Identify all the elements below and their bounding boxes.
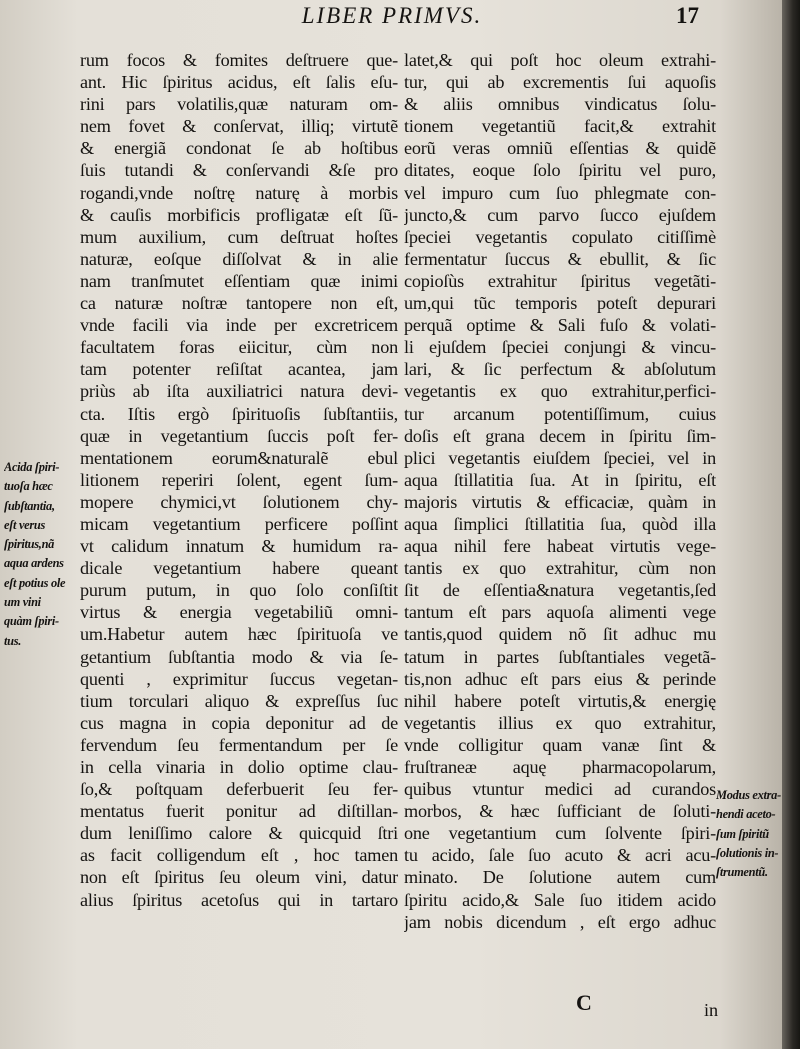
- signature-mark: C: [576, 990, 592, 1015]
- text-line: rogandi,vnde noſtrę naturę à morbis: [80, 182, 398, 203]
- margin-note-line: hendi aceto-: [716, 807, 776, 822]
- text-line: alius ſpiritus acetoſus qui in tartaro: [80, 889, 398, 910]
- text-line: quibus vtuntur medici ad curandos: [404, 779, 716, 800]
- text-line: tantis ex quo extrahitur, cùm non: [404, 558, 716, 579]
- text-line: um,qui tũc temporis poteſt depurari: [404, 293, 716, 314]
- margin-note-line: tuoſa hæc: [4, 479, 53, 494]
- book-gutter-shadow: [782, 0, 800, 1049]
- text-line: non eſt ſpiritus ſeu oleum vini, datur: [80, 867, 398, 888]
- text-line: naturæ, eoſque diſſolvat & in alie: [80, 248, 398, 269]
- text-line: virtus & energia vegetabiliũ omni-: [80, 602, 398, 623]
- margin-note-line: ſubſtantia,: [4, 498, 55, 513]
- text-line: vel impuro cum ſuo phlegmate con-: [404, 182, 716, 203]
- text-line: lari, & ſic perfectum & abſolutum: [404, 359, 716, 380]
- text-line: ſit de eſſentia&natura vegetantis,ſed: [404, 580, 716, 601]
- text-line: dicale vegetantium habere queant: [80, 558, 398, 579]
- text-line: mum auxilium, cum deſtruat hoſtes: [80, 226, 398, 247]
- text-line: morbos, & hæc ſufficiant de ſoluti-: [404, 801, 716, 822]
- text-line: & cauſis morbificis profligatæ eſt ſũ-: [80, 204, 398, 225]
- text-line: fervendum ſeu fermentandum per ſe: [80, 734, 398, 755]
- text-column-right: [404, 49, 716, 933]
- margin-note-line: ſolutionis in-: [716, 845, 779, 860]
- text-line: tatum in partes ſubſtantiales vegetã-: [404, 646, 716, 667]
- text-line: minato. De ſolutione autem cum: [404, 867, 716, 888]
- text-line: priùs ab iſta auxiliatrici natura devi-: [80, 381, 398, 402]
- text-line: tionem vegetantiũ facit,& extrahit: [404, 116, 716, 137]
- text-line: ant. Hic ſpiritus acidus, eſt ſalis eſu-: [80, 72, 398, 93]
- text-line: juncto,& cum parvo ſucco ejuſdem: [404, 204, 716, 225]
- text-line: vt calidum innatum & humidum ra-: [80, 536, 398, 557]
- margin-note-right: [716, 786, 788, 882]
- text-line: li ejuſdem ſpeciei conjungi & vincu-: [404, 337, 716, 358]
- text-line: tur, qui ab excrementis ſui aquoſis: [404, 72, 716, 93]
- text-line: quæ in vegetantium ſuccis poſt fer-: [80, 425, 398, 446]
- text-line: & aliis omnibus vindicatus ſolu-: [404, 94, 716, 115]
- text-line: ca naturæ noſtræ tantopere non eſt,: [80, 293, 398, 314]
- margin-note-left: [4, 458, 82, 651]
- text-line: vnde colligitur quam vanæ ſint &: [404, 734, 716, 755]
- text-line: nihil habere poteſt virtutis,& energię: [404, 690, 716, 711]
- margin-note-line: ſpiritus,nã: [4, 537, 55, 552]
- text-line: ſuis tutandi & conſervandi &ſe pro: [80, 160, 398, 181]
- text-line: tur arcanum potentiſſimum, cuius: [404, 403, 716, 424]
- text-line: rini pars volatilis,quæ naturam om-: [80, 94, 398, 115]
- text-column-left: [80, 49, 398, 911]
- text-line: copioſùs extrahitur ſpiritus vegetãti-: [404, 270, 716, 291]
- text-line: tu acido, ſale ſuo acuto & acri acu-: [404, 845, 716, 866]
- text-line: aqua ſtillatitia ſua. At in ſpiritu, eſt: [404, 469, 716, 490]
- text-line: ſpiritu acido,& Sale ſuo itidem acido: [404, 889, 716, 910]
- text-line: tam potenter reſiſtat acantea, jam: [80, 359, 398, 380]
- text-line: litionem reperiri ſolent, egent ſum-: [80, 469, 398, 490]
- text-line: nam tranſmutet eſſentiam quæ inimi: [80, 270, 398, 291]
- text-line: latet,& qui poſt hoc oleum extrahi-: [404, 50, 716, 70]
- catchword: in: [704, 1000, 719, 1020]
- text-line: doſis eſt grana decem in ſpiritu ſim-: [404, 425, 716, 446]
- margin-note-line: ſum ſpiritũ: [716, 826, 769, 841]
- text-line: perquã optime & Sali fuſo & volati-: [404, 315, 716, 336]
- text-line: aqua ſimplici ſtillatitia ſua, quòd illa: [404, 513, 716, 534]
- text-line: in cella vinaria in dolio optime clau-: [80, 757, 398, 777]
- text-line: vegetantis illius ex quo extrahitur,: [404, 712, 716, 733]
- text-line: quenti , exprimitur ſuccus vegetan-: [80, 668, 398, 689]
- text-line: facultatem foras eiicitur, cùm non: [80, 337, 398, 358]
- margin-note-line: Modus extra-: [716, 788, 781, 802]
- text-line: ſpeciei vegetantis copulato citiſſimè: [404, 226, 716, 247]
- margin-note-line: quàm ſpiri-: [4, 614, 59, 629]
- text-line: um.Habetur autem hæc ſpirituoſa ve: [80, 624, 398, 645]
- running-header-title: LIBER PRIMVS.: [301, 3, 483, 28]
- text-line: cta. Iſtis ergò ſpirituoſis ſubſtantiis,: [80, 403, 398, 424]
- margin-note-line: Acida ſpiri-: [4, 460, 60, 474]
- text-line: tantis,quod quidem nõ ſit adhuc mu: [404, 624, 716, 645]
- margin-note-line: eſt verus: [4, 517, 46, 532]
- margin-note-line: ſtrumentũ.: [716, 865, 768, 880]
- text-line: mentatus fuerit ponitur ad diſtillan-: [80, 801, 398, 822]
- text-line: fruſtraneæ aquę pharmacopolarum,: [404, 757, 716, 777]
- text-line: vnde facili via inde per excretricem: [80, 315, 398, 336]
- text-line: tis,non adhuc eſt pars eius & perinde: [404, 668, 716, 689]
- text-line: aqua nihil fere habeat virtutis vege-: [404, 536, 716, 557]
- text-line: micam vegetantium perficere poſſint: [80, 513, 398, 534]
- text-line: as facit colligendum eſt , hoc tamen: [80, 845, 398, 866]
- text-line: cus magna in copia deponitur ad de: [80, 712, 398, 733]
- margin-note-line: tus.: [4, 633, 22, 648]
- text-line: majoris virtutis & efficaciæ, quàm in: [404, 491, 716, 512]
- margin-note-line: eſt potius ole: [4, 575, 66, 590]
- margin-note-line: um vini: [4, 595, 41, 610]
- text-line: fermentatur ſuccus & ebullit, & ſic: [404, 248, 716, 269]
- text-line: one vegetantium cum ſolvente ſpiri-: [404, 823, 716, 844]
- margin-note-line: aqua ardens: [4, 556, 64, 571]
- text-line: ditates, eoque ſolo ſpiritu vel puro,: [404, 160, 716, 181]
- text-line: mopere chymici,vt ſolutionem chy-: [80, 491, 398, 512]
- text-line: purum putum, in quo ſolo conſiſtit: [80, 580, 398, 601]
- text-line: plici vegetantis eiuſdem ſpeciei, vel in: [404, 447, 716, 468]
- text-line: getantium ſubſtantia modo & via ſe-: [80, 646, 398, 667]
- text-line: rum focos & fomites deſtruere que-: [80, 50, 398, 70]
- text-line: vegetantis ex quo extrahitur,perfici-: [404, 381, 716, 402]
- text-line: jam nobis dicendum , eſt ergo adhuc: [404, 911, 716, 932]
- text-line: mentationem eorum&naturalẽ ebul: [80, 447, 398, 468]
- page-number: 17: [676, 3, 699, 28]
- text-line: tium torculari aliquo & expreſſus ſuc: [80, 690, 398, 711]
- text-line: & energiã condonat ſe ab hoſtibus: [80, 138, 398, 159]
- text-line: ſo,& poſtquam deferbuerit ſeu fer-: [80, 779, 398, 800]
- text-line: tantum eſt pars aquoſa alimenti vege: [404, 602, 716, 623]
- text-line: nem fovet & conſervat, illiq; virtutẽ: [80, 116, 398, 137]
- text-line: dum leniſſimo calore & quicquid ſtri: [80, 823, 398, 844]
- text-line: eorũ veras omniũ eſſentias & quidẽ: [404, 138, 716, 159]
